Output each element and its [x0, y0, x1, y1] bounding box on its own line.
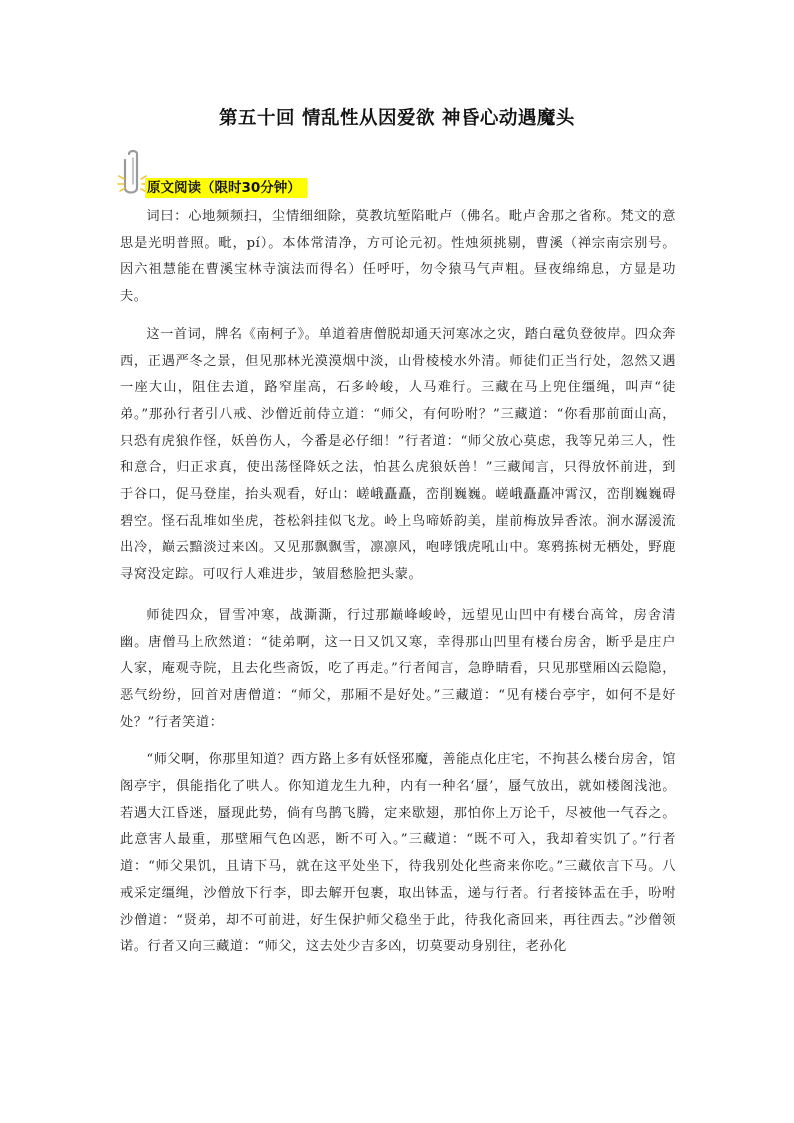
article-body [120, 204, 676, 972]
section-label: 原文阅读（限时30分钟） [145, 178, 307, 198]
page-title: 第五十回 情乱性从因爱欲 神昏心动遇魔头 [219, 108, 575, 129]
section-header [115, 148, 335, 200]
paragraph-ci: 词曰：心地频频扫，尘情细细除，莫教坑堑陷毗卢（佛名。毗卢舍那之省称。梵文的意思是光明普照。毗，pí）。本体常清净，方可论元初。性烛须挑剔，曹溪（禅宗南宗别号。因六祖慧能在曹溪宝林寺演法而得名）任呼吁，勿令猿马气声粗。昼夜绵绵息，方显是功夫。 [120, 209, 676, 305]
paragraph-mountain: 这一首词，牌名《南柯子》。单道着唐僧脱却通天河寒冰之灾，踏白鼋负登彼岸。四众奔西，正遇严冬之景，但见那林光漠漠烟中淡，山骨棱棱水外清。师徒们正当行处，忽然又遇一座大山，阻住去道，路窄崖高，石多岭峻，人马难行。三藏在马上兜住缰绳，叫声“徒弟。”那孙行者引八戒、沙僧近前侍立道：“师父，有何吩咐？”三藏道：“你看那前面山高，只恐有虎狼作怪，妖兽伤人，今番是必仔细！”行者道：“师父放心莫虑，我等兄弟三人，性和意合，归正求真，使出荡怪降妖之法，怕甚么虎狼妖兽！”三藏闻言，只得放怀前进，到于谷口，促马登崖，抬头观看，好山：嵯峨矗矗，峦削巍巍。嵯峨矗矗冲霄汉，峦削巍巍碍碧空。怪石乱堆如坐虎，苍松斜挂似飞龙。岭上鸟啼娇韵美，崖前梅放异香浓。涧水潺湲流出冷，巅云黯淡过来凶。又见那飘飘雪，凛凛风，咆哮饿虎吼山中。寒鸦拣树无栖处，野鹿寻窝没定踪。可叹行人难进步，皱眉愁脸把头蒙。 [120, 326, 676, 583]
paragraph-pavilion: 师徒四众，冒雪冲寒，战澌澌，行过那巅峰峻岭，远望见山凹中有楼台高耸，房舍清幽。唐僧马上欣然道：“徒弟啊，这一日又饥又寒，幸得那山凹里有楼台房舍，断乎是庄户人家，庵观寺院，且去化些斋饭，吃了再走。”行者闻言，急睁睛看，只见那壁厢凶云隐隐，恶气纷纷，回首对唐僧道：“师父，那厢不是好处。”三藏道：“见有楼台亭宇，如何不是好处？”行者笑道： [120, 607, 676, 730]
paragraph-warning: “师父啊，你那里知道？西方路上多有妖怪邪魔，善能点化庄宅，不拘甚么楼台房舍，馆阁亭宇，俱能指化了哄人。你知道龙生九种，内有一种名‘蜃’，蜃气放出，就如楼阁浅池。若遇大江昏迷，蜃现此势，倘有鸟鹊飞腾，定来歇翅，那怕你上万论千，尽被他一气吞之。此意害人最重，那壁厢气色凶恶，断不可入。”三藏道：“既不可入，我却着实饥了。”行者道：“师父果饥，且请下马，就在这平处坐下，待我别处化些斋来你吃。”三藏依言下马。八戒采定缰绳，沙僧放下行李，即去解开包裹，取出钵盂，递与行者。行者接钵盂在手，吩咐沙僧道：“贤弟，却不可前进，好生保护师父稳坐于此，待我化斋回来，再往西去。”沙僧领诺。行者又向三藏道：“师父，这去处少吉多凶，切莫要动身别往，老孙化 [120, 752, 676, 955]
